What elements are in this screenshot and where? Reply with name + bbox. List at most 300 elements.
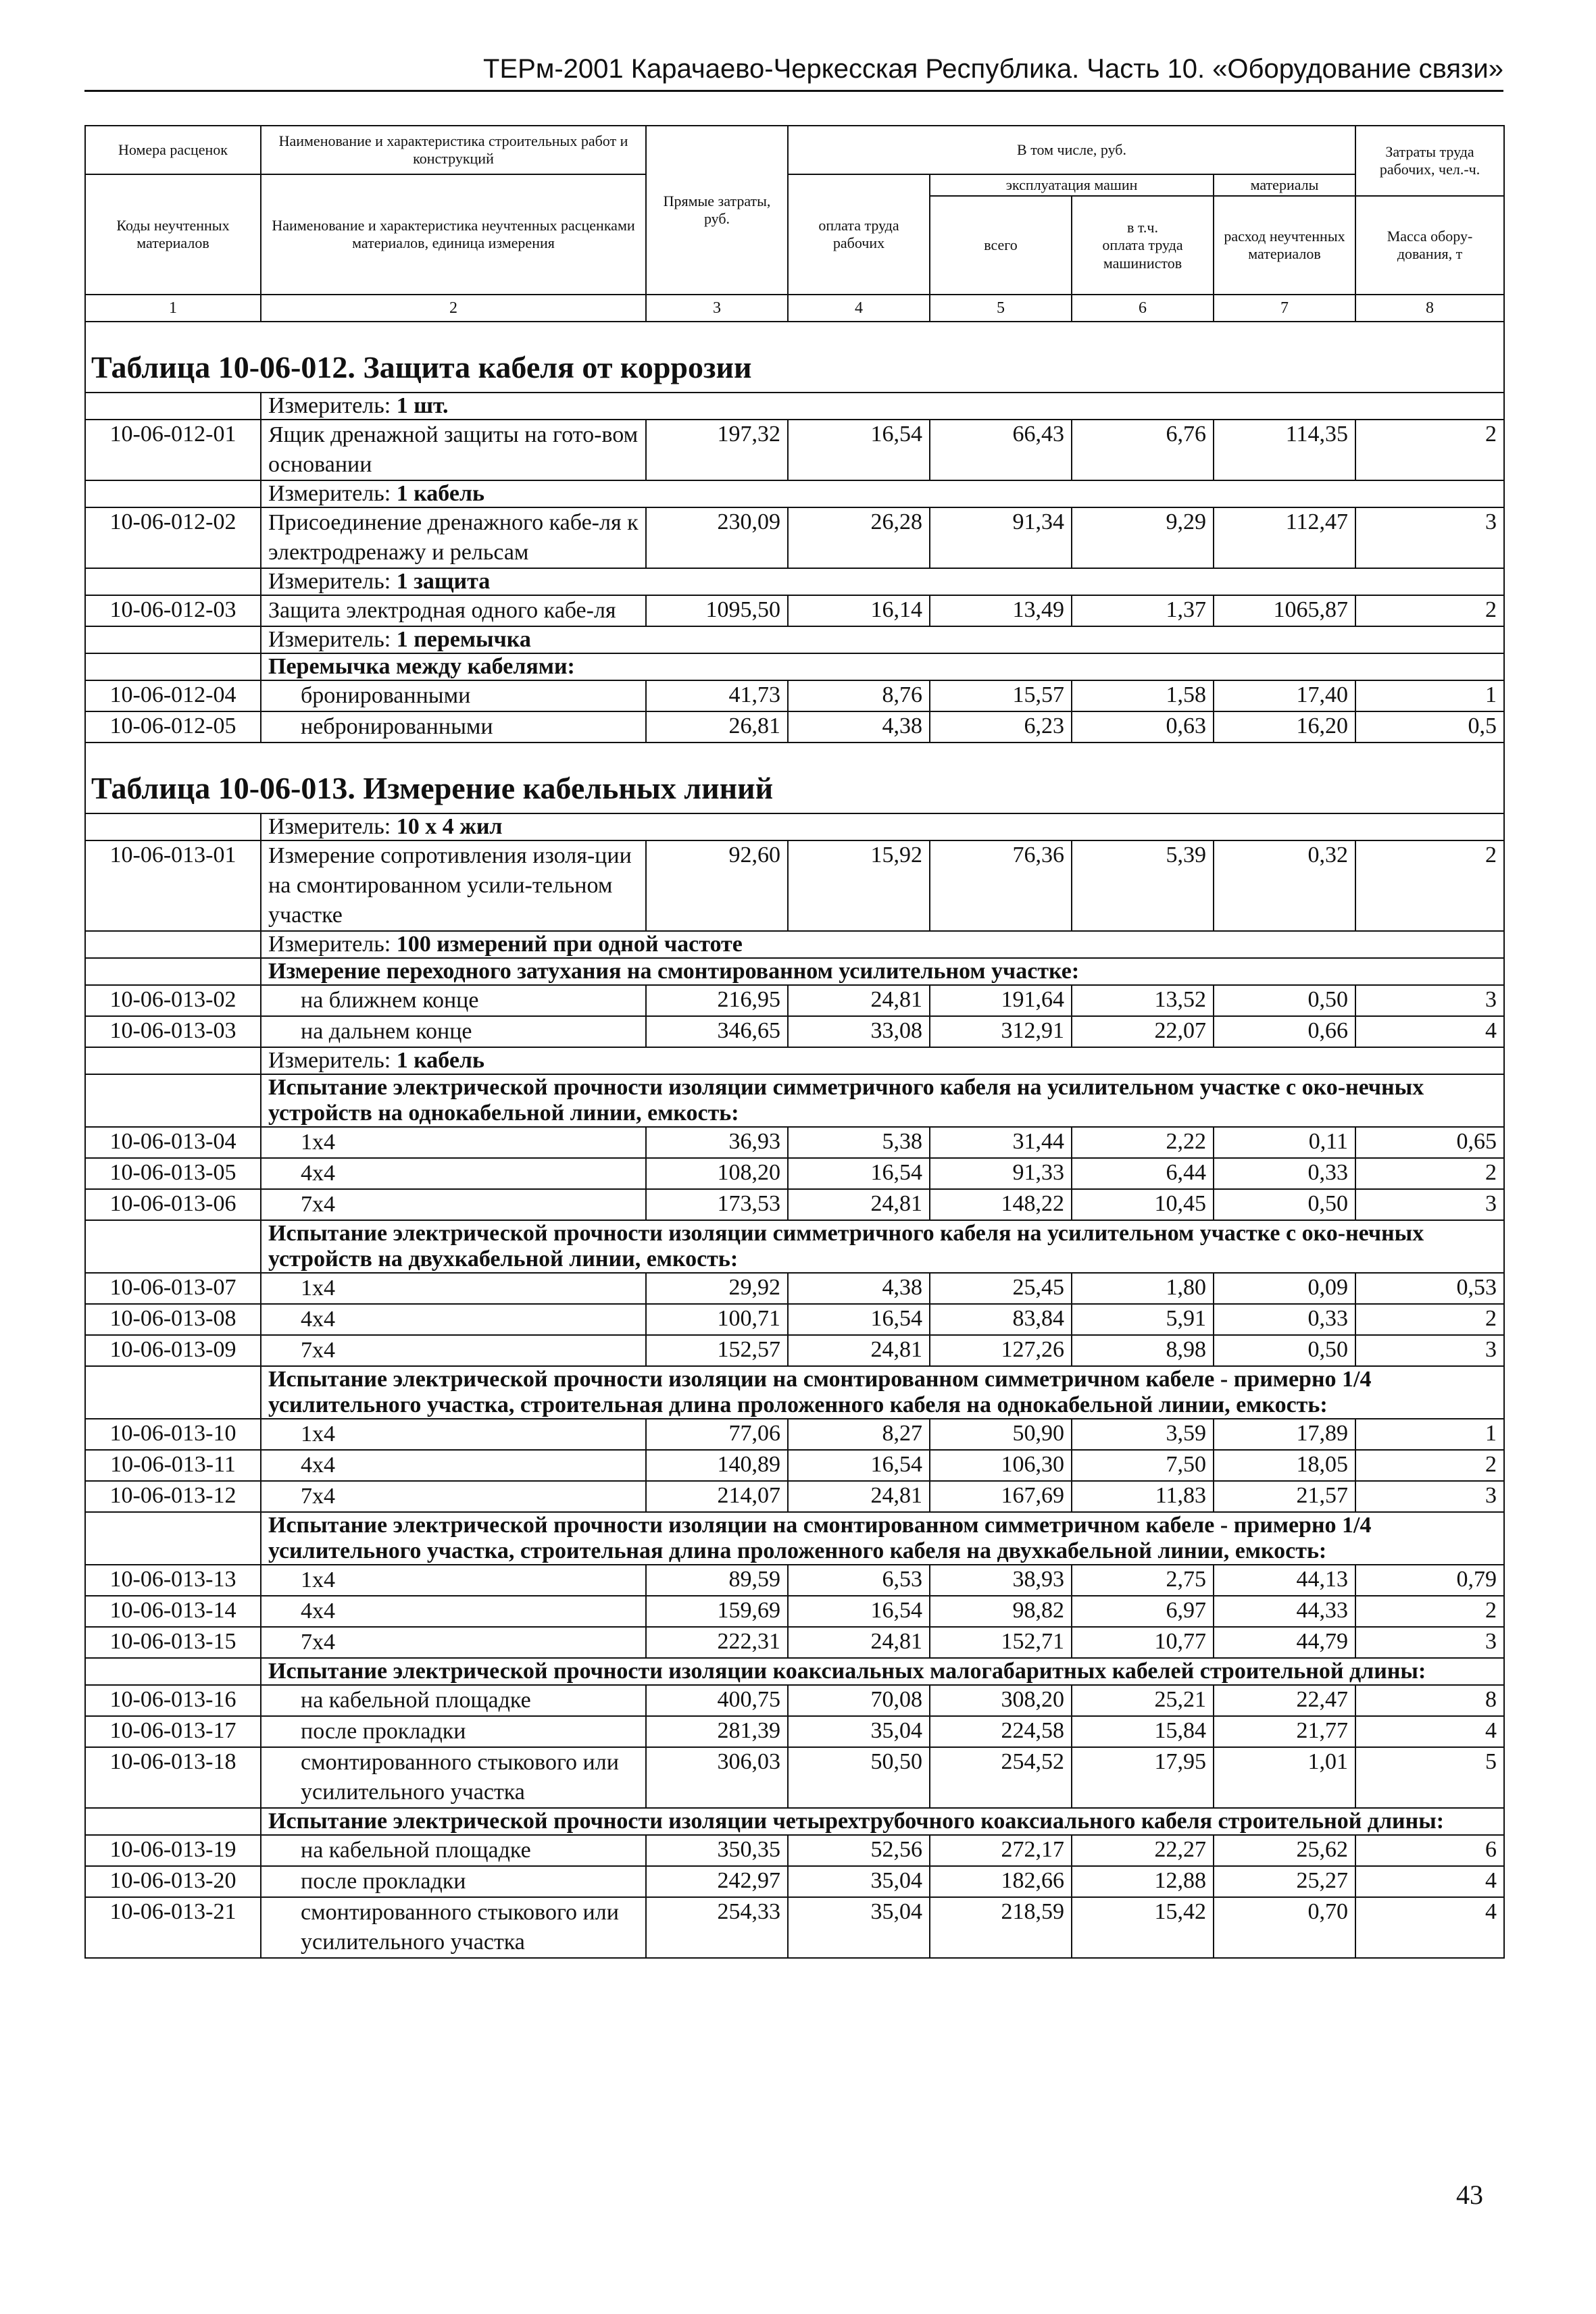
column-number: 3 bbox=[646, 295, 788, 322]
measure-row bbox=[85, 1047, 1504, 1074]
rate-code: 10-06-012-04 bbox=[85, 680, 261, 711]
machinist-wages-value: 13,52 bbox=[1072, 985, 1214, 1016]
machinist-wages-value: 9,29 bbox=[1072, 507, 1214, 568]
machines-value: 25,45 bbox=[930, 1273, 1072, 1304]
labor-value: 0,53 bbox=[1355, 1273, 1504, 1304]
machines-value: 218,59 bbox=[930, 1897, 1072, 1958]
machines-value: 312,91 bbox=[930, 1016, 1072, 1047]
labor-value: 2 bbox=[1355, 1450, 1504, 1481]
rate-name: Ящик дренажной защиты на гото-вом основании bbox=[261, 420, 646, 480]
machines-value: 15,57 bbox=[930, 680, 1072, 711]
machines-value: 6,23 bbox=[930, 711, 1072, 743]
wages-value: 6,53 bbox=[788, 1565, 930, 1596]
wages-value: 16,54 bbox=[788, 1596, 930, 1627]
empty-cell bbox=[85, 1074, 261, 1127]
empty-cell bbox=[85, 931, 261, 958]
measure-value: 1 кабель bbox=[396, 481, 484, 507]
machines-value: 254,52 bbox=[930, 1747, 1072, 1808]
column-number: 4 bbox=[788, 295, 930, 322]
table-row bbox=[85, 1419, 1504, 1450]
wages-value: 16,54 bbox=[788, 1450, 930, 1481]
rate-code: 10-06-012-02 bbox=[85, 507, 261, 568]
direct-cost: 254,33 bbox=[646, 1897, 788, 1958]
materials-value: 1,01 bbox=[1214, 1747, 1355, 1808]
rate-code: 10-06-012-01 bbox=[85, 420, 261, 480]
direct-cost: 36,93 bbox=[646, 1127, 788, 1158]
rate-code: 10-06-013-16 bbox=[85, 1685, 261, 1716]
rate-name: смонтированного стыкового или усилительного участка bbox=[261, 1747, 646, 1808]
rates-table bbox=[84, 322, 1505, 1959]
rate-name: 4х4 bbox=[261, 1158, 646, 1189]
header-numbers: Номера расценок bbox=[85, 126, 261, 174]
machinist-wages-value: 6,76 bbox=[1072, 420, 1214, 480]
labor-value: 2 bbox=[1355, 1596, 1504, 1627]
group-heading: Испытание электрической прочности изоляции коаксиальных малогабаритных кабелей строительной длины: bbox=[261, 1658, 1504, 1685]
materials-value: 44,33 bbox=[1214, 1596, 1355, 1627]
rate-name: Присоединение дренажного кабе-ля к электродренажу и рельсам bbox=[261, 507, 646, 568]
machinist-wages-value: 3,59 bbox=[1072, 1419, 1214, 1450]
labor-value: 8 bbox=[1355, 1685, 1504, 1716]
group-heading-row bbox=[85, 1366, 1504, 1419]
materials-value: 44,79 bbox=[1214, 1627, 1355, 1658]
measure-row bbox=[85, 393, 1504, 420]
measure-row bbox=[85, 626, 1504, 653]
direct-cost: 214,07 bbox=[646, 1481, 788, 1512]
header-incl-short: в т.ч. bbox=[1127, 218, 1158, 236]
header-incl: В том числе, руб. bbox=[788, 126, 1355, 174]
rate-name: 7х4 bbox=[261, 1335, 646, 1366]
wages-value: 16,54 bbox=[788, 1304, 930, 1335]
machinist-wages-value: 6,44 bbox=[1072, 1158, 1214, 1189]
rate-name: 1х4 bbox=[261, 1419, 646, 1450]
wages-value: 8,76 bbox=[788, 680, 930, 711]
materials-value: 0,33 bbox=[1214, 1158, 1355, 1189]
header-machinist-wages-label: оплата труда машинистов bbox=[1102, 236, 1183, 272]
table-row bbox=[85, 1747, 1504, 1808]
measure-value: 1 перемычка bbox=[396, 627, 531, 653]
machines-value: 167,69 bbox=[930, 1481, 1072, 1512]
direct-cost: 29,92 bbox=[646, 1273, 788, 1304]
direct-cost: 108,20 bbox=[646, 1158, 788, 1189]
table-row bbox=[85, 1335, 1504, 1366]
rate-code: 10-06-013-06 bbox=[85, 1189, 261, 1220]
rate-code: 10-06-013-01 bbox=[85, 840, 261, 931]
rate-code: 10-06-013-21 bbox=[85, 1897, 261, 1958]
measure-cell bbox=[261, 931, 1504, 958]
machines-value: 148,22 bbox=[930, 1189, 1072, 1220]
materials-value: 0,66 bbox=[1214, 1016, 1355, 1047]
empty-cell bbox=[85, 1808, 261, 1835]
machinist-wages-value: 7,50 bbox=[1072, 1450, 1214, 1481]
table-row bbox=[85, 1685, 1504, 1716]
group-heading: Испытание электрической прочности изоляции на смонтированном симметричном кабеле - примерно 1/4 усилительного участка, строительная длина проложенного кабеля на однокабельной линии, емкость: bbox=[261, 1366, 1504, 1419]
direct-cost: 222,31 bbox=[646, 1627, 788, 1658]
rate-name: 4х4 bbox=[261, 1596, 646, 1627]
rate-name: после прокладки bbox=[261, 1866, 646, 1897]
table-row bbox=[85, 1835, 1504, 1866]
measure-label: Измеритель: bbox=[268, 932, 391, 957]
spacer-row bbox=[85, 322, 1504, 349]
labor-value: 3 bbox=[1355, 1481, 1504, 1512]
direct-cost: 346,65 bbox=[646, 1016, 788, 1047]
rate-code: 10-06-013-02 bbox=[85, 985, 261, 1016]
measure-label: Измеритель: bbox=[268, 1048, 391, 1074]
group-heading-row bbox=[85, 1512, 1504, 1565]
machinist-wages-value: 8,98 bbox=[1072, 1335, 1214, 1366]
machinist-wages-value: 5,91 bbox=[1072, 1304, 1214, 1335]
machinist-wages-value: 11,83 bbox=[1072, 1481, 1214, 1512]
rate-name: 7х4 bbox=[261, 1189, 646, 1220]
machines-value: 50,90 bbox=[930, 1419, 1072, 1450]
wages-value: 70,08 bbox=[788, 1685, 930, 1716]
materials-value: 17,40 bbox=[1214, 680, 1355, 711]
labor-value: 2 bbox=[1355, 595, 1504, 626]
table-row bbox=[85, 420, 1504, 480]
empty-cell bbox=[85, 1658, 261, 1685]
machines-value: 224,58 bbox=[930, 1716, 1072, 1747]
header-mass: Масса обору- дования, т bbox=[1355, 196, 1504, 295]
rate-name: бронированными bbox=[261, 680, 646, 711]
column-number: 8 bbox=[1355, 295, 1504, 322]
direct-cost: 242,97 bbox=[646, 1866, 788, 1897]
rate-code: 10-06-013-13 bbox=[85, 1565, 261, 1596]
labor-value: 1 bbox=[1355, 680, 1504, 711]
materials-value: 25,27 bbox=[1214, 1866, 1355, 1897]
machines-value: 31,44 bbox=[930, 1127, 1072, 1158]
table-row bbox=[85, 985, 1504, 1016]
table-row bbox=[85, 1189, 1504, 1220]
labor-value: 4 bbox=[1355, 1866, 1504, 1897]
wages-value: 5,38 bbox=[788, 1127, 930, 1158]
rate-name: 4х4 bbox=[261, 1450, 646, 1481]
rate-code: 10-06-013-18 bbox=[85, 1747, 261, 1808]
machinist-wages-value: 15,42 bbox=[1072, 1897, 1214, 1958]
price-sheet bbox=[84, 125, 1503, 1959]
machinist-wages-value: 22,07 bbox=[1072, 1016, 1214, 1047]
materials-value: 18,05 bbox=[1214, 1450, 1355, 1481]
wages-value: 4,38 bbox=[788, 711, 930, 743]
materials-value: 0,50 bbox=[1214, 985, 1355, 1016]
measure-label: Измеритель: bbox=[268, 814, 391, 840]
machines-value: 38,93 bbox=[930, 1565, 1072, 1596]
rate-code: 10-06-013-09 bbox=[85, 1335, 261, 1366]
rate-code: 10-06-013-11 bbox=[85, 1450, 261, 1481]
materials-value: 0,11 bbox=[1214, 1127, 1355, 1158]
direct-cost: 26,81 bbox=[646, 711, 788, 743]
wages-value: 16,54 bbox=[788, 420, 930, 480]
table-row bbox=[85, 1565, 1504, 1596]
machinist-wages-value: 25,21 bbox=[1072, 1685, 1214, 1716]
direct-cost: 1095,50 bbox=[646, 595, 788, 626]
machinist-wages-value: 2,75 bbox=[1072, 1565, 1214, 1596]
rate-name: после прокладки bbox=[261, 1716, 646, 1747]
column-number: 2 bbox=[261, 295, 646, 322]
rate-name: Измерение сопротивления изоля-ции на смонтированном усили-тельном участке bbox=[261, 840, 646, 931]
group-heading-row bbox=[85, 1658, 1504, 1685]
empty-cell bbox=[85, 1220, 261, 1273]
group-heading: Испытание электрической прочности изоляции четырехтрубочного коаксиального кабеля строительной длины: bbox=[261, 1808, 1504, 1835]
rate-code: 10-06-012-03 bbox=[85, 595, 261, 626]
wages-value: 16,14 bbox=[788, 595, 930, 626]
table-title: Таблица 10-06-012. Защита кабеля от коррозии bbox=[85, 349, 1504, 393]
direct-cost: 173,53 bbox=[646, 1189, 788, 1220]
measure-label: Измеритель: bbox=[268, 393, 391, 419]
machines-value: 308,20 bbox=[930, 1685, 1072, 1716]
measure-value: 100 измерений при одной частоте bbox=[396, 932, 743, 957]
labor-value: 2 bbox=[1355, 1158, 1504, 1189]
table-row bbox=[85, 1450, 1504, 1481]
rate-name: 1х4 bbox=[261, 1127, 646, 1158]
column-number: 5 bbox=[930, 295, 1072, 322]
rate-code: 10-06-013-08 bbox=[85, 1304, 261, 1335]
measure-label: Измеритель: bbox=[268, 569, 391, 595]
header-direct: Прямые затраты, руб. bbox=[646, 126, 788, 295]
direct-cost: 350,35 bbox=[646, 1835, 788, 1866]
machines-value: 66,43 bbox=[930, 420, 1072, 480]
measure-label: Измеритель: bbox=[268, 627, 391, 653]
machinist-wages-value: 2,22 bbox=[1072, 1127, 1214, 1158]
table-row bbox=[85, 507, 1504, 568]
materials-value: 0,32 bbox=[1214, 840, 1355, 931]
measure-value: 1 кабель bbox=[396, 1048, 484, 1074]
rate-name: 4х4 bbox=[261, 1304, 646, 1335]
labor-value: 2 bbox=[1355, 840, 1504, 931]
rate-code: 10-06-013-10 bbox=[85, 1419, 261, 1450]
table-row bbox=[85, 1127, 1504, 1158]
labor-value: 3 bbox=[1355, 507, 1504, 568]
machines-value: 83,84 bbox=[930, 1304, 1072, 1335]
wages-value: 33,08 bbox=[788, 1016, 930, 1047]
labor-value: 3 bbox=[1355, 985, 1504, 1016]
direct-cost: 306,03 bbox=[646, 1747, 788, 1808]
running-title: ТЕРм-2001 Карачаево-Черкесская Республика. Часть 10. «Оборудование связи» bbox=[84, 54, 1503, 92]
machines-value: 91,33 bbox=[930, 1158, 1072, 1189]
group-heading-row bbox=[85, 1074, 1504, 1127]
header-total: всего bbox=[930, 196, 1072, 295]
machines-value: 152,71 bbox=[930, 1627, 1072, 1658]
group-heading: Испытание электрической прочности изоляции на смонтированном симметричном кабеле - примерно 1/4 усилительного участка, строительная длина проложенного кабеля на двухкабельной линии, емкость: bbox=[261, 1512, 1504, 1565]
direct-cost: 230,09 bbox=[646, 507, 788, 568]
machines-value: 76,36 bbox=[930, 840, 1072, 931]
spacer-cell bbox=[85, 743, 1504, 770]
materials-value: 22,47 bbox=[1214, 1685, 1355, 1716]
materials-value: 0,50 bbox=[1214, 1335, 1355, 1366]
group-heading: Испытание электрической прочности изоляции симметричного кабеля на усилительном участке с око-нечных устройств на однокабельной линии, емкость: bbox=[261, 1074, 1504, 1127]
machines-value: 98,82 bbox=[930, 1596, 1072, 1627]
rate-name: 7х4 bbox=[261, 1627, 646, 1658]
rate-code: 10-06-013-14 bbox=[85, 1596, 261, 1627]
column-number: 7 bbox=[1214, 295, 1355, 322]
column-numbers-row bbox=[85, 295, 1504, 322]
machines-value: 191,64 bbox=[930, 985, 1072, 1016]
labor-value: 4 bbox=[1355, 1716, 1504, 1747]
empty-cell bbox=[85, 568, 261, 595]
rate-code: 10-06-013-15 bbox=[85, 1627, 261, 1658]
empty-cell bbox=[85, 653, 261, 680]
empty-cell bbox=[85, 626, 261, 653]
rate-code: 10-06-013-03 bbox=[85, 1016, 261, 1047]
table-row bbox=[85, 840, 1504, 931]
column-number: 1 bbox=[85, 295, 261, 322]
direct-cost: 281,39 bbox=[646, 1716, 788, 1747]
rate-code: 10-06-013-07 bbox=[85, 1273, 261, 1304]
measure-value: 10 х 4 жил bbox=[396, 814, 503, 840]
header-name-bottom: Наименование и характеристика неучтенных расценками материалов, единица измерения bbox=[261, 174, 646, 295]
table-row bbox=[85, 1596, 1504, 1627]
header-machinist-wages bbox=[1072, 196, 1214, 295]
table-row bbox=[85, 1273, 1504, 1304]
column-header-table bbox=[84, 125, 1505, 322]
spacer-row bbox=[85, 743, 1504, 770]
table-row bbox=[85, 1897, 1504, 1958]
direct-cost: 152,57 bbox=[646, 1335, 788, 1366]
header-name-top: Наименование и характеристика строительных работ и конструкций bbox=[261, 126, 646, 174]
empty-cell bbox=[85, 1512, 261, 1565]
table-row bbox=[85, 1481, 1504, 1512]
empty-cell bbox=[85, 958, 261, 985]
empty-cell bbox=[85, 393, 261, 420]
materials-value: 0,50 bbox=[1214, 1189, 1355, 1220]
measure-cell bbox=[261, 393, 1504, 420]
direct-cost: 89,59 bbox=[646, 1565, 788, 1596]
wages-value: 35,04 bbox=[788, 1897, 930, 1958]
measure-cell bbox=[261, 1047, 1504, 1074]
empty-cell bbox=[85, 1047, 261, 1074]
machinist-wages-value: 1,58 bbox=[1072, 680, 1214, 711]
machinist-wages-value: 0,63 bbox=[1072, 711, 1214, 743]
wages-value: 24,81 bbox=[788, 1627, 930, 1658]
wages-value: 35,04 bbox=[788, 1866, 930, 1897]
machinist-wages-value: 1,37 bbox=[1072, 595, 1214, 626]
wages-value: 26,28 bbox=[788, 507, 930, 568]
measure-cell bbox=[261, 813, 1504, 840]
header-labor: Затраты труда рабочих, чел.-ч. bbox=[1355, 126, 1504, 196]
rate-name: 1х4 bbox=[261, 1273, 646, 1304]
materials-value: 114,35 bbox=[1214, 420, 1355, 480]
table-row bbox=[85, 1158, 1504, 1189]
rate-name: на кабельной площадке bbox=[261, 1685, 646, 1716]
machinist-wages-value: 5,39 bbox=[1072, 840, 1214, 931]
wages-value: 24,81 bbox=[788, 1189, 930, 1220]
labor-value: 3 bbox=[1355, 1335, 1504, 1366]
rate-name: 1х4 bbox=[261, 1565, 646, 1596]
machines-value: 272,17 bbox=[930, 1835, 1072, 1866]
labor-value: 6 bbox=[1355, 1835, 1504, 1866]
spacer-cell bbox=[85, 322, 1504, 349]
wages-value: 16,54 bbox=[788, 1158, 930, 1189]
machinist-wages-value: 17,95 bbox=[1072, 1747, 1214, 1808]
materials-value: 25,62 bbox=[1214, 1835, 1355, 1866]
group-heading-row bbox=[85, 1808, 1504, 1835]
rate-code: 10-06-013-19 bbox=[85, 1835, 261, 1866]
direct-cost: 400,75 bbox=[646, 1685, 788, 1716]
table-row bbox=[85, 595, 1504, 626]
group-heading: Перемычка между кабелями: bbox=[261, 653, 1504, 680]
rate-code: 10-06-012-05 bbox=[85, 711, 261, 743]
rate-name: смонтированного стыкового или усилительного участка bbox=[261, 1897, 646, 1958]
measure-label: Измеритель: bbox=[268, 481, 391, 507]
labor-value: 0,79 bbox=[1355, 1565, 1504, 1596]
rate-name: небронированными bbox=[261, 711, 646, 743]
labor-value: 5 bbox=[1355, 1747, 1504, 1808]
rate-name: 7х4 bbox=[261, 1481, 646, 1512]
group-heading-row bbox=[85, 653, 1504, 680]
machinist-wages-value: 12,88 bbox=[1072, 1866, 1214, 1897]
machinist-wages-value: 22,27 bbox=[1072, 1835, 1214, 1866]
labor-value: 0,65 bbox=[1355, 1127, 1504, 1158]
rate-code: 10-06-013-20 bbox=[85, 1866, 261, 1897]
machines-value: 127,26 bbox=[930, 1335, 1072, 1366]
machines-value: 13,49 bbox=[930, 595, 1072, 626]
machines-value: 91,34 bbox=[930, 507, 1072, 568]
measure-row bbox=[85, 568, 1504, 595]
materials-value: 112,47 bbox=[1214, 507, 1355, 568]
wages-value: 24,81 bbox=[788, 1481, 930, 1512]
rate-code: 10-06-013-17 bbox=[85, 1716, 261, 1747]
wages-value: 24,81 bbox=[788, 985, 930, 1016]
direct-cost: 216,95 bbox=[646, 985, 788, 1016]
materials-value: 21,57 bbox=[1214, 1481, 1355, 1512]
materials-value: 17,89 bbox=[1214, 1419, 1355, 1450]
table-row bbox=[85, 1716, 1504, 1747]
materials-value: 0,33 bbox=[1214, 1304, 1355, 1335]
machinist-wages-value: 10,45 bbox=[1072, 1189, 1214, 1220]
labor-value: 2 bbox=[1355, 1304, 1504, 1335]
table-title-row bbox=[85, 349, 1504, 393]
header-wages: оплата труда рабочих bbox=[788, 174, 930, 295]
group-heading-row bbox=[85, 1220, 1504, 1273]
labor-value: 2 bbox=[1355, 420, 1504, 480]
wages-value: 24,81 bbox=[788, 1335, 930, 1366]
header-machines: эксплуатация машин bbox=[930, 174, 1214, 196]
rate-name: на дальнем конце bbox=[261, 1016, 646, 1047]
machinist-wages-value: 10,77 bbox=[1072, 1627, 1214, 1658]
header-materials: материалы bbox=[1214, 174, 1355, 196]
materials-value: 0,70 bbox=[1214, 1897, 1355, 1958]
direct-cost: 92,60 bbox=[646, 840, 788, 931]
wages-value: 35,04 bbox=[788, 1716, 930, 1747]
rate-name: Защита электродная одного кабе-ля bbox=[261, 595, 646, 626]
materials-value: 44,13 bbox=[1214, 1565, 1355, 1596]
table-row bbox=[85, 1866, 1504, 1897]
wages-value: 4,38 bbox=[788, 1273, 930, 1304]
rate-code: 10-06-013-12 bbox=[85, 1481, 261, 1512]
empty-cell bbox=[85, 1366, 261, 1419]
header-material-use: расход неучтенных материалов bbox=[1214, 196, 1355, 295]
empty-cell bbox=[85, 480, 261, 507]
direct-cost: 100,71 bbox=[646, 1304, 788, 1335]
direct-cost: 159,69 bbox=[646, 1596, 788, 1627]
table-row bbox=[85, 680, 1504, 711]
machinist-wages-value: 15,84 bbox=[1072, 1716, 1214, 1747]
labor-value: 3 bbox=[1355, 1627, 1504, 1658]
wages-value: 52,56 bbox=[788, 1835, 930, 1866]
machinist-wages-value: 1,80 bbox=[1072, 1273, 1214, 1304]
rate-name: на кабельной площадке bbox=[261, 1835, 646, 1866]
labor-value: 3 bbox=[1355, 1189, 1504, 1220]
header-codes: Коды неучтенных материалов bbox=[85, 174, 261, 295]
table-row bbox=[85, 1304, 1504, 1335]
materials-value: 0,09 bbox=[1214, 1273, 1355, 1304]
measure-row bbox=[85, 480, 1504, 507]
direct-cost: 140,89 bbox=[646, 1450, 788, 1481]
direct-cost: 41,73 bbox=[646, 680, 788, 711]
wages-value: 50,50 bbox=[788, 1747, 930, 1808]
direct-cost: 77,06 bbox=[646, 1419, 788, 1450]
materials-value: 16,20 bbox=[1214, 711, 1355, 743]
measure-cell bbox=[261, 568, 1504, 595]
table-row bbox=[85, 711, 1504, 743]
